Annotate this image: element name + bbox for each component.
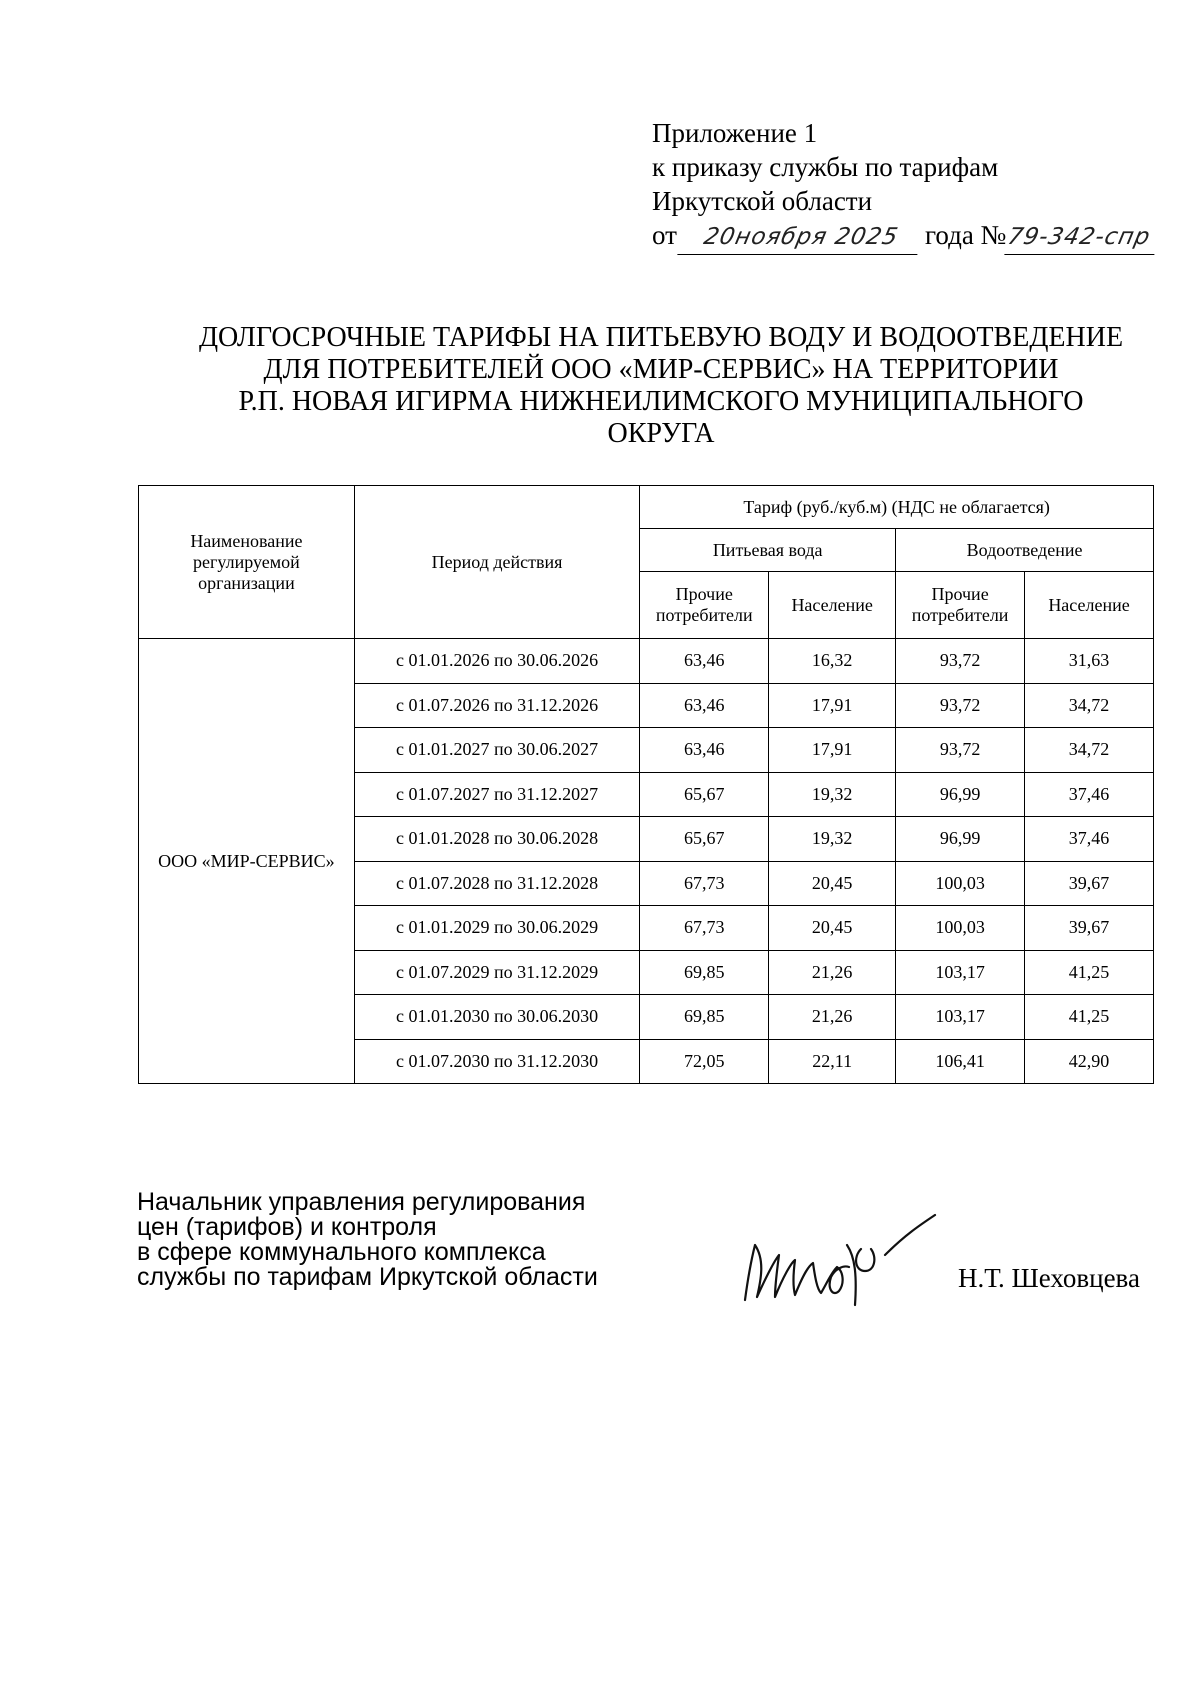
water-population-cell: 20,45 [769,861,896,906]
period-cell: с 01.07.2026 по 31.12.2026 [354,683,640,728]
sewer-other-cell: 96,99 [896,817,1025,862]
period-cell: с 01.01.2030 по 30.06.2030 [354,995,640,1040]
period-cell: с 01.01.2027 по 30.06.2027 [354,728,640,773]
water-population-cell: 16,32 [769,639,896,684]
title-line-2: ДЛЯ ПОТРЕБИТЕЛЕЙ ООО «МИР-СЕРВИС» НА ТЕРРИТОРИИ [263,354,1059,385]
signer-position [137,1190,598,1290]
water-population-cell: 21,26 [769,995,896,1040]
sewer-population-cell: 34,72 [1025,728,1154,773]
appendix-line-1: Приложение 1 [652,118,818,148]
title-line-3: Р.П. НОВАЯ ИГИРМА НИЖНЕИЛИМСКОГО МУНИЦИПАЛЬНОГО [238,386,1084,417]
sewer-other-cell: 93,72 [896,683,1025,728]
header-sewer-population: Население [1025,572,1154,639]
sewer-other-cell: 103,17 [896,950,1025,995]
water-other-cell: 67,73 [640,906,769,951]
order-middle: года № [924,220,1007,250]
signer-line-4: службы по тарифам Иркутской области [137,1263,598,1291]
handwritten-signature [735,1205,945,1310]
title-line-1: ДОЛГОСРОЧНЫЕ ТАРИФЫ НА ПИТЬЕВУЮ ВОДУ И ВОДООТВЕДЕНИЕ [198,322,1124,353]
water-population-cell: 20,45 [769,906,896,951]
table-row [139,639,1154,684]
water-other-cell: 65,67 [640,772,769,817]
water-other-cell: 72,05 [640,1039,769,1084]
handwritten-date: 20ноября 2025 [677,220,924,255]
water-other-cell: 63,46 [640,728,769,773]
header-organization: Наименование регулируемой организации [139,486,355,639]
period-cell: с 01.07.2030 по 31.12.2030 [354,1039,640,1084]
water-population-cell: 17,91 [769,683,896,728]
appendix-order-line [652,218,1192,255]
sewer-other-cell: 103,17 [896,995,1025,1040]
water-population-cell: 22,11 [769,1039,896,1084]
sewer-population-cell: 39,67 [1025,861,1154,906]
sewer-population-cell: 41,25 [1025,950,1154,995]
sewer-other-cell: 106,41 [896,1039,1025,1084]
water-other-cell: 69,85 [640,995,769,1040]
period-cell: с 01.01.2026 по 30.06.2026 [354,639,640,684]
header-sewerage: Водоотведение [896,529,1154,572]
signer-line-2: цен (тарифов) и контроля [137,1213,437,1241]
tariff-table [138,485,1154,1084]
sewer-other-cell: 96,99 [896,772,1025,817]
header-water-population: Население [769,572,896,639]
water-other-cell: 67,73 [640,861,769,906]
header-sewer-other: Прочие потребители [896,572,1025,639]
period-cell: с 01.07.2027 по 31.12.2027 [354,772,640,817]
signer-line-3: в сфере коммунального комплекса [137,1238,546,1266]
water-other-cell: 65,67 [640,817,769,862]
appendix-line-3: Иркутской области [652,186,873,216]
water-other-cell: 63,46 [640,639,769,684]
sewer-other-cell: 100,03 [896,906,1025,951]
period-cell: с 01.01.2029 по 30.06.2029 [354,906,640,951]
water-population-cell: 21,26 [769,950,896,995]
water-other-cell: 63,46 [640,683,769,728]
header-drinking-water: Питьевая вода [640,529,896,572]
document-title [120,322,1200,450]
water-other-cell: 69,85 [640,950,769,995]
header-water-other: Прочие потребители [640,572,769,639]
signer-line-1: Начальник управления регулирования [137,1188,586,1216]
signer-name: Н.Т. Шеховцева [958,1263,1140,1293]
handwritten-order-number: 79-342-спр [1005,220,1162,255]
water-population-cell: 19,32 [769,772,896,817]
appendix-line-2: к приказу службы по тарифам [652,152,999,182]
period-cell: с 01.01.2028 по 30.06.2028 [354,817,640,862]
title-line-4: ОКРУГА [607,418,715,449]
period-cell: с 01.07.2028 по 31.12.2028 [354,861,640,906]
water-population-cell: 19,32 [769,817,896,862]
order-prefix: от [652,220,677,250]
header-period: Период действия [354,486,640,639]
sewer-population-cell: 31,63 [1025,639,1154,684]
period-cell: с 01.07.2029 по 31.12.2029 [354,950,640,995]
sewer-population-cell: 37,46 [1025,772,1154,817]
sewer-other-cell: 93,72 [896,728,1025,773]
sewer-population-cell: 34,72 [1025,683,1154,728]
sewer-population-cell: 39,67 [1025,906,1154,951]
organization-cell: ООО «МИР-СЕРВИС» [139,639,355,1084]
header-tariff: Тариф (руб./куб.м) (НДС не облагается) [640,486,1154,529]
sewer-population-cell: 37,46 [1025,817,1154,862]
sewer-population-cell: 41,25 [1025,995,1154,1040]
sewer-other-cell: 93,72 [896,639,1025,684]
water-population-cell: 17,91 [769,728,896,773]
sewer-population-cell: 42,90 [1025,1039,1154,1084]
tariff-rows [139,639,1154,1084]
sewer-other-cell: 100,03 [896,861,1025,906]
appendix-header [652,116,1192,255]
